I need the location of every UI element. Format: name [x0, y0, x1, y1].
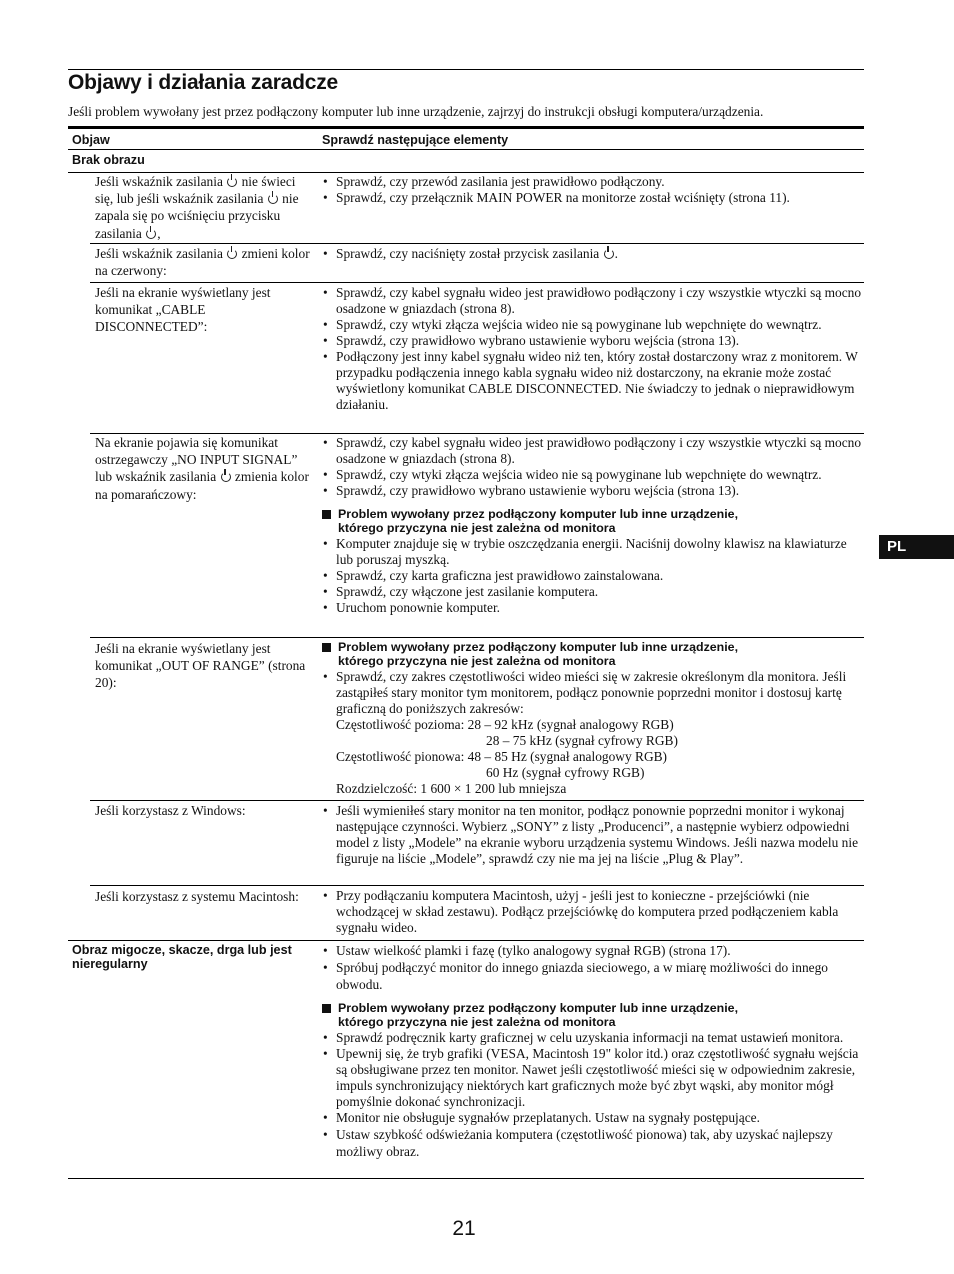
- heading-line: Problem wywołany przez podłączony komputer lub inne urządzenie,: [338, 507, 739, 521]
- list-item: • Sprawdź, czy kabel sygnału wideo jest prawidłowo podłączony i czy wszystkie wtyczki są mocno osadzone w gniazdach (strona 8).: [322, 435, 862, 467]
- list-item: • Ustaw wielkość plamki i fazę (tylko analogowy sygnał RGB) (strona 17).: [322, 943, 862, 959]
- symptom-power-off: [95, 173, 310, 242]
- list-item: • Uruchom ponownie komputer.: [322, 600, 862, 616]
- subsection-heading: [322, 1001, 862, 1029]
- table-bottom-rule: [68, 1178, 864, 1179]
- list-item: • Jeśli wymieniłeś stary monitor na ten monitor, podłącz ponownie poprzedni monitor i wykonaj następujące czynności. Wybierz „SONY” z listy „Producenci”, a następnie wybierz odpowiedni model z listy „Modele” na ekranie wyboru urządzenia systemu Windows. Jeśli nazwa modelu nie figuruje na liście „Modele”, sprawdź czy nie ma jej na liście „Plug & Play”.: [322, 803, 862, 867]
- list-item: • Komputer znajduje się w trybie oszczędzania energii. Naciśnij dowolny klawisz na klawiaturze lub poruszaj myszką.: [322, 536, 862, 568]
- symptom-text: zmieni kolor na czerwony:: [95, 246, 310, 279]
- list-item: [322, 246, 862, 262]
- list-item: • Upewnij się, że tryb grafiki (VESA, Macintosh 19" kolor itd.) oraz częstotliwość sygnału wejścia są obsługiwane przez ten monitor. Nawet jeśli częstotliwość mieści się w odpowiednim zakresie, impuls synchronizujący niektórych kart graficznych może być zbyt wąski, aby monitor mógł pomyślnie dokonać synchronizacji.: [322, 1046, 862, 1110]
- power-icon: [227, 177, 237, 187]
- frequency-line: 60 Hz (sygnał cyfrowy RGB): [486, 765, 645, 780]
- list-item: • Monitor nie obsługuje sygnałów przeplatanych. Ustaw na sygnały postępujące.: [322, 1110, 862, 1126]
- symptom-cable-disconnected: Jeśli na ekranie wyświetlany jest komunikat „CABLE DISCONNECTED”:: [95, 285, 271, 335]
- item-text: Sprawdź, czy naciśnięty został przycisk zasilania: [336, 246, 603, 261]
- frequency-line: Częstotliwość pozioma: 28 – 92 kHz (sygnał analogowy RGB): [336, 717, 674, 732]
- check-power-off: [322, 174, 862, 206]
- list-item: • Sprawdź, czy włączone jest zasilanie komputera.: [322, 584, 862, 600]
- page-title: Objawy i działania zaradcze: [68, 71, 339, 94]
- list-item: • Sprawdź, czy kabel sygnału wideo jest prawidłowo podłączony i czy wszystkie wtyczki są mocno osadzone w gniazdach (strona 8).: [322, 285, 862, 317]
- symptom-text: Jeśli wskaźnik zasilania: [95, 174, 227, 189]
- item-text: .: [614, 246, 618, 261]
- list-item: • Sprawdź, czy przewód zasilania jest prawidłowo podłączony.: [322, 174, 862, 190]
- symptom-text: nie świeci się, lub jeśli wskaźnik zasilania: [95, 174, 296, 207]
- list-item: • Sprawdź, czy prawidłowo wybrano ustawienie wyboru wejścia (strona 13).: [322, 333, 862, 349]
- check-macintosh: [322, 888, 862, 936]
- category-no-image: Brak obrazu: [72, 153, 145, 167]
- frequency-line: 28 – 75 kHz (sygnał cyfrowy RGB): [486, 733, 678, 748]
- list-item: • Sprawdź podręcznik karty graficznej w celu uzyskania informacji na temat ustawień monitora.: [322, 1030, 862, 1046]
- list-item: • Sprawdź, czy przełącznik MAIN POWER na monitorze został wciśnięty (strona 11).: [322, 190, 862, 206]
- power-icon: [268, 194, 278, 204]
- power-icon: [227, 249, 237, 259]
- power-icon: [604, 249, 614, 259]
- list-item: • Spróbuj podłączyć monitor do innego gniazda sieciowego, a w miarę możliwości do innego obwodu.: [322, 959, 862, 993]
- intro-text: Jeśli problem wywołany jest przez podłączony komputer lub inne urządzenie, zajrzyj do instrukcji obsługi komputera/urządzenia.: [68, 104, 764, 119]
- column-header-symptom: Objaw: [72, 133, 110, 147]
- language-tab: PL: [879, 535, 954, 559]
- top-rule: [68, 69, 864, 70]
- list-item: • Sprawdź, czy zakres częstotliwości wideo mieści się w zakresie określonym dla monitora. Jeśli zastąpiłeś stary monitor tym monitorem, podłącz ponownie poprzedni monitor i dostosuj kartę graficzną do poniższych zakresów:: [322, 669, 862, 717]
- resolution-line: Rozdzielczość: 1 600 × 1 200 lub mniejsza: [336, 781, 567, 796]
- list-item: • Sprawdź, czy wtyki złącza wejścia wideo nie są powyginane lub wepchnięte do wewnątrz.: [322, 467, 862, 483]
- symptom-macintosh: Jeśli korzystasz z systemu Macintosh:: [95, 889, 299, 904]
- symptom-text: Jeśli wskaźnik zasilania: [95, 246, 227, 261]
- power-icon: [221, 472, 231, 482]
- heading-line: którego przyczyna nie jest zależna od monitora: [338, 1015, 616, 1029]
- symptom-text: zmienia kolor na pomarańczowy:: [95, 469, 309, 502]
- check-cable-disconnected: [322, 285, 862, 413]
- check-no-input-signal: [322, 435, 862, 616]
- check-out-of-range: [322, 640, 862, 797]
- heading-line: którego przyczyna nie jest zależna od monitora: [338, 521, 616, 535]
- symptom-windows: Jeśli korzystasz z Windows:: [95, 803, 246, 818]
- row-divider: [68, 940, 864, 941]
- symptom-text: ,: [157, 225, 161, 241]
- symptom-no-input-signal: [95, 434, 310, 503]
- heading-line: Problem wywołany przez podłączony komputer lub inne urządzenie,: [338, 640, 739, 654]
- list-item: • Podłączony jest inny kabel sygnału wideo niż ten, który został dostarczony wraz z monitorem. W przypadku podłączenia innego kabla sygnału wideo niż dostarczony, na ekranie może zostać wyświetlony komunikat CABLE DISCONNECTED. Nie świadczy to jednak o nieprawidłowym działaniu.: [322, 349, 862, 413]
- symptom-out-of-range: Jeśli na ekranie wyświetlany jest komunikat „OUT OF RANGE” (strona 20):: [95, 641, 306, 691]
- row-divider: [90, 282, 864, 283]
- category-flicker: Obraz migocze, skacze, drga lub jest nieregularny: [72, 943, 292, 971]
- row-divider: [90, 885, 864, 886]
- check-windows: [322, 803, 862, 867]
- row-divider: [90, 637, 864, 638]
- subsection-heading: [322, 640, 862, 668]
- symptom-text: nie zapala się po wciśnięciu przycisku zasilania: [95, 191, 299, 241]
- heading-line: którego przyczyna nie jest zależna od monitora: [338, 654, 616, 668]
- check-red-indicator: [322, 246, 862, 262]
- symptom-text: Na ekranie pojawia się komunikat ostrzegawczy „NO INPUT SIGNAL” lub wskaźnik zasilania: [95, 435, 298, 485]
- row-divider: [90, 243, 864, 244]
- column-header-check: Sprawdź następujące elementy: [322, 133, 509, 147]
- power-icon: [146, 229, 156, 239]
- list-item: • Ustaw szybkość odświeżania komputera (częstotliwość pionowa) tak, aby uzyskać najlepszy możliwy obraz.: [322, 1126, 862, 1160]
- subsection-heading: [322, 507, 862, 535]
- frequency-line: Częstotliwość pionowa: 48 – 85 Hz (sygnał analogowy RGB): [336, 749, 667, 764]
- list-item: • Przy podłączaniu komputera Macintosh, użyj - jeśli jest to konieczne - przejściówki (nie wchodzącej w skład zestawu). Podłącz przejściówkę do komputera przed podłączeniem kabla sygnału wideo.: [322, 888, 862, 936]
- row-divider: [90, 800, 864, 801]
- check-flicker: [322, 943, 862, 1160]
- heading-line: Problem wywołany przez podłączony komputer lub inne urządzenie,: [338, 1001, 739, 1015]
- symptom-red-indicator: [95, 245, 310, 279]
- list-item: • Sprawdź, czy karta graficzna jest prawidłowo zainstalowana.: [322, 568, 862, 584]
- list-item: • Sprawdź, czy wtyki złącza wejścia wideo nie są powyginane lub wepchnięte do wewnątrz.: [322, 317, 862, 333]
- list-item: • Sprawdź, czy prawidłowo wybrano ustawienie wyboru wejścia (strona 13).: [322, 483, 862, 499]
- table-header: [68, 126, 864, 150]
- page-number: 21: [452, 1217, 476, 1240]
